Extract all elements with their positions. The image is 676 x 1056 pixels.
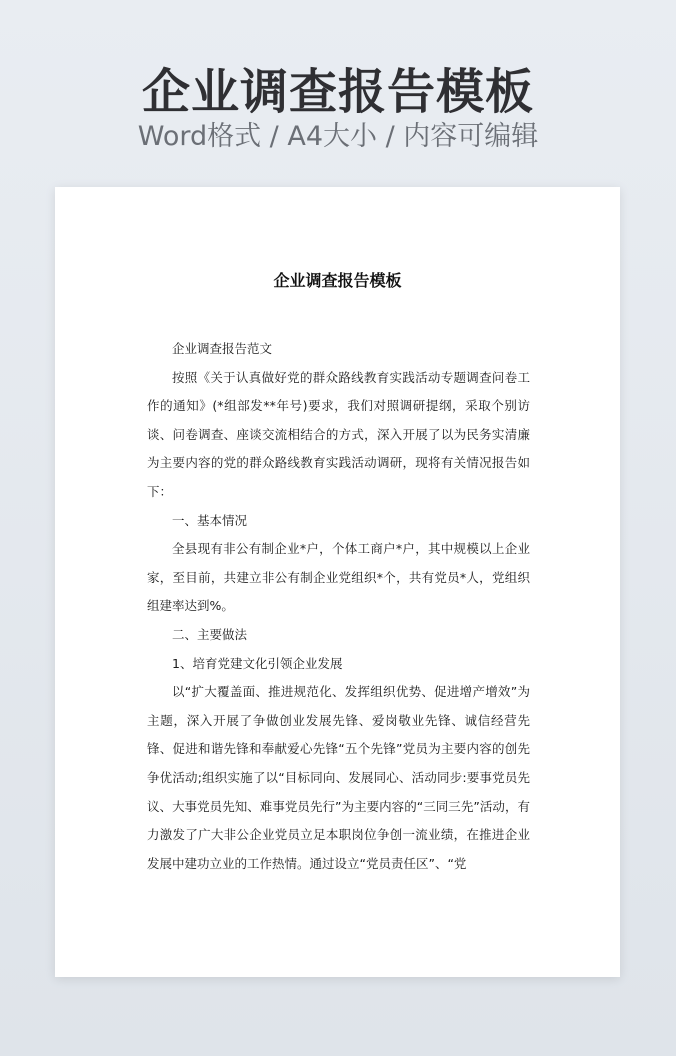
section-heading-basic: 一、基本情况	[172, 512, 248, 528]
section-heading-methods: 二、主要做法	[172, 626, 248, 642]
document-body	[147, 335, 530, 878]
subsection-heading-1: 1、培育党建文化引领企业发展	[172, 655, 343, 671]
body-paragraph-heading: 企业调查报告范文	[172, 341, 273, 356]
banner-subtitle: Word格式 / A4大小 / 内容可编辑	[137, 121, 539, 152]
document-page	[55, 187, 620, 977]
body-paragraph-intro: 按照《关于认真做好党的群众路线教育实践活动专题调查问卷工作的通知》(*组部发**年号)要求，我们对照调研提纲，采取个别访谈、问卷调查、座谈交流相结合的方式，深入开展了以为民务实清廉为主要内容的党的群众路线教育实践活动调研，现将有关情况报告如下：	[147, 369, 530, 499]
body-paragraph-methods: 以“扩大覆盖面、推进规范化、发挥组织优势、促进增产增效”为主题，深入开展了争做创业发展先锋、爱岗敬业先锋、诚信经营先锋、促进和谐先锋和奉献爱心先锋“五个先锋”党员为主要内容的创先争优活动;组织实施了以“目标同向、发展同心、活动同步:要事党员先议、大事党员先知、难事党员先行”为主要内容的“三同三先”活动，有力激发了广大非公企业党员立足本职岗位争创一流业绩，在推进企业发展中建功立业的工作热情。通过设立“党员责任区”、“党	[147, 684, 530, 871]
body-paragraph-basic: 全县现有非公有制企业*户，个体工商户*户，其中规模以上企业家，至目前，共建立非公有制企业党组织*个，共有党员*人，党组织组建率达到%。	[147, 541, 530, 614]
document-title: 企业调查报告模板	[273, 271, 402, 290]
banner-title: 企业调查报告模板	[141, 64, 534, 120]
